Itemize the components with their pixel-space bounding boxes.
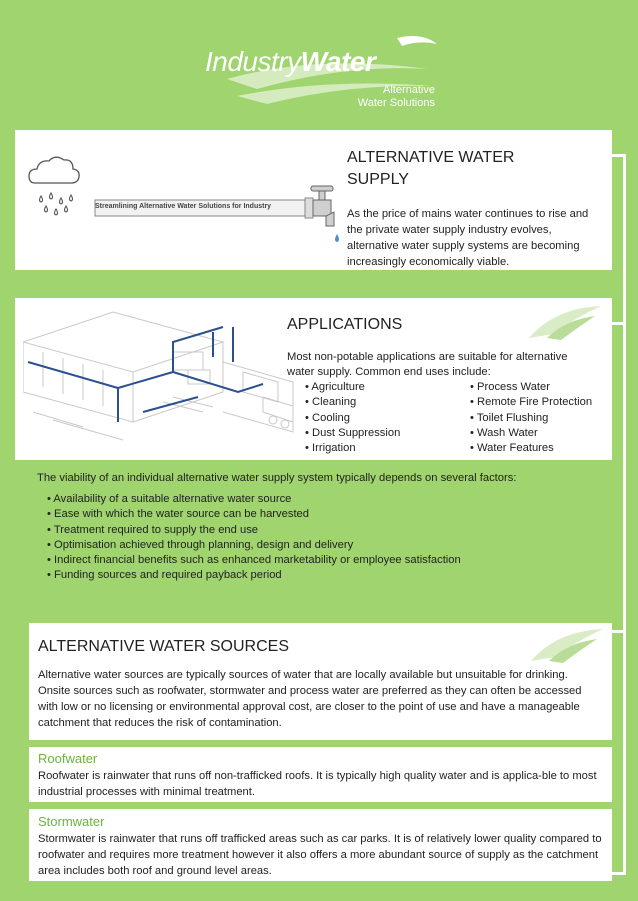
- water-drop-icon: [335, 234, 339, 242]
- bracket-tick: [612, 630, 626, 633]
- list-item: • Treatment required to supply the end use: [47, 523, 461, 538]
- logo-wordmark: IndustryWater: [205, 46, 376, 77]
- bracket-tick: [612, 872, 626, 875]
- stormwater-title: Stormwater: [38, 814, 105, 829]
- tap-icon: [311, 186, 334, 226]
- list-item: • Ease with which the water source can be harvested: [47, 507, 461, 522]
- sources-body: Alternative water sources are typically sources of water that are locally available but unsuitable for drinking. Onsite sources such as roofwater, stormwater and process water are preferred as they can often be accessed with low or no licensing or environmental approval cost, are closer to the point of use and have a manageable catchment that reduces the risk of contamination.: [38, 669, 582, 729]
- list-item: • Cleaning: [305, 395, 400, 410]
- logo-tagline: Alternative Water Solutions: [357, 84, 435, 109]
- roofwater-panel: [29, 747, 612, 802]
- list-item: • Cooling: [305, 411, 400, 426]
- list-item: • Dust Suppression: [305, 426, 400, 441]
- pipe-banner-text: Streamlining Alternative Water Solutions for Industry: [95, 203, 272, 210]
- list-item: • Irrigation: [305, 441, 400, 456]
- supply-body: As the price of mains water continues to rise and the private water supply industry evolves, alternative water supply systems are becoming increasingly economically viable.: [347, 208, 589, 268]
- supply-title: ALTERNATIVE WATER SUPPLY: [347, 149, 515, 188]
- factors-list: [47, 492, 461, 584]
- list-item: • Agriculture: [305, 380, 400, 395]
- list-item: • Optimisation achieved through planning, design and delivery: [47, 538, 461, 553]
- sources-title: ALTERNATIVE WATER SOURCES: [38, 638, 289, 655]
- bracket-tick: [612, 154, 626, 157]
- bracket-tick: [612, 322, 626, 325]
- list-item: • Wash Water: [470, 426, 592, 441]
- list-item: • Toilet Flushing: [470, 411, 592, 426]
- roofwater-body: Roofwater is rainwater that runs off non-trafficked roofs. It is typically high quality water and is applica-ble to most industrial processes with minimal treatment.: [38, 770, 597, 798]
- supply-panel: [15, 130, 612, 270]
- side-bracket-line: [623, 154, 626, 874]
- leaf-swirl-icon: [527, 625, 607, 665]
- factors-intro: The viability of an individual alternative water supply system typically depends on several factors:: [37, 472, 517, 484]
- list-item: • Remote Fire Protection: [470, 395, 592, 410]
- applications-title: APPLICATIONS: [287, 316, 403, 333]
- applications-intro: Most non-potable applications are suitable for alternative water supply. Common end uses include:: [287, 351, 568, 378]
- logo: [205, 40, 445, 115]
- sources-panel: [29, 623, 612, 740]
- cloud-icon: [29, 157, 79, 183]
- list-item: • Funding sources and required payback period: [47, 568, 461, 583]
- roofwater-title: Roofwater: [38, 751, 98, 766]
- applications-list-right: [470, 380, 592, 456]
- list-item: • Indirect financial benefits such as enhanced marketability or employee satisfaction: [47, 553, 461, 568]
- factors-section: [0, 462, 610, 592]
- applications-panel: [15, 298, 612, 460]
- list-item: • Water Features: [470, 441, 592, 456]
- list-item: • Process Water: [470, 380, 592, 395]
- applications-list-left: [305, 380, 400, 456]
- stormwater-panel: [29, 809, 612, 881]
- leaf-swirl-icon: [525, 302, 605, 342]
- stormwater-body: Stormwater is rainwater that runs off trafficked areas such as car parks. It is of relatively lower quality compared to roofwater and requires more treatment however it also offers a more abundant source of supply as the catchment area includes both roof and ground level areas.: [38, 833, 602, 877]
- list-item: • Availability of a suitable alternative water source: [47, 492, 461, 507]
- raindrops-icon: [40, 193, 73, 215]
- industrial-site-illustration: [23, 302, 298, 447]
